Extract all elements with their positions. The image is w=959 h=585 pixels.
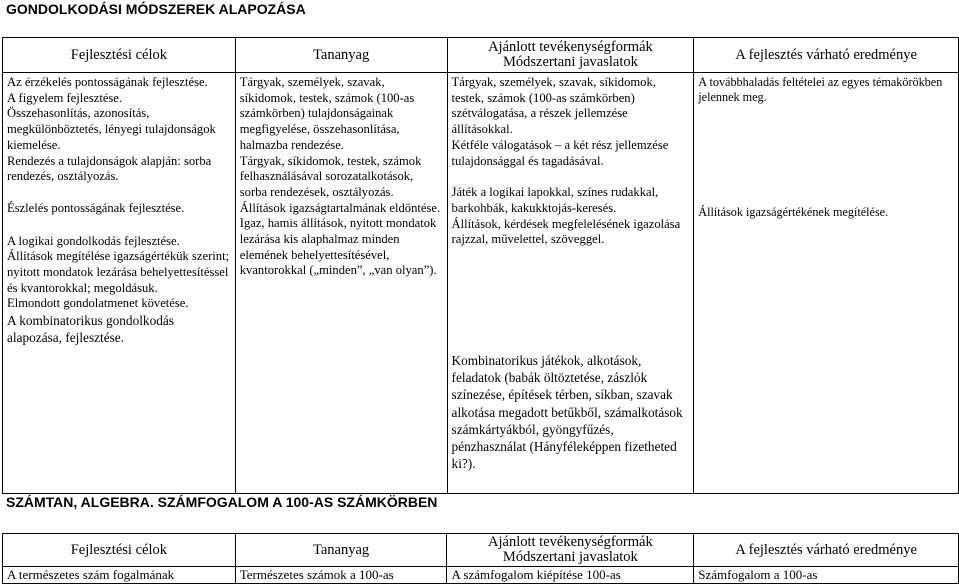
table-header-row	[3, 38, 959, 73]
header-activities-text: Ajánlott tevékenységformák Módszertani javaslatok	[488, 39, 653, 70]
result-item: A továbbhaladás feltételei az egyes témakörökben jelennek meg.	[698, 75, 943, 105]
curriculum-cell	[235, 73, 447, 494]
table-header-row	[3, 534, 959, 567]
goals-cell	[3, 73, 236, 494]
goals-cell: A természetes szám fogalmának	[3, 567, 236, 584]
goal-item: Az érzékelés pontosságának fejlesztése.	[7, 75, 208, 89]
number-concept-table	[2, 533, 959, 584]
goal-item: A kombinatorikus gondolkodás alapozása, fejlesztése.	[7, 313, 174, 346]
goal-item: A logikai gondolkodás fejlesztése.	[7, 233, 180, 248]
activity-item: Állítások, kérdések megfelelésének igazolása rajzzal, művelettel, szöveggel.	[451, 216, 681, 247]
header-curriculum: Tananyag	[235, 38, 447, 73]
activities-cell	[447, 73, 694, 494]
goals-table	[2, 37, 959, 494]
activity-item: Tárgyak, személyek, szavak, síkidomok, testek, számok (100-as számkörben) szétválogatása, a részek jellemzése állításokkal.	[451, 75, 656, 137]
results-cell	[694, 73, 959, 494]
results-cell: Számfogalom a 100-as	[694, 567, 959, 584]
goal-item: Összehasonlítás, azonosítás, megkülönböztetés, lényegi tulajdonságok kiemelése.	[7, 106, 216, 152]
document-title: GONDOLKODÁSI MÓDSZEREK ALAPOZÁSA	[6, 1, 306, 17]
header-expected-results: A fejlesztés várható eredménye	[694, 38, 959, 73]
header-activities-text: Ajánlott tevékenységformák Módszertani javaslatok	[488, 534, 653, 565]
goal-item: Észlelés pontosságának fejlesztése.	[7, 200, 185, 215]
result-item: Állítások igazságértékének megítélése.	[698, 205, 889, 220]
activity-item: Játék a logikai lapokkal, színes rudakkal, barkohbák, kakukktojás-keresés.	[451, 185, 659, 215]
goal-item: A figyelem fejlesztése.	[7, 90, 123, 105]
table-row	[3, 73, 959, 494]
section-title: SZÁMTAN, ALGEBRA. SZÁMFOGALOM A 100-AS SZÁMKÖRBEN	[6, 494, 438, 510]
header-curriculum: Tananyag	[235, 534, 447, 567]
goal-item: Rendezés a tulajdonságok alapján: sorba rendezés, osztályozás.	[7, 153, 212, 184]
goal-item: Elmondott gondolatmenet követése.	[7, 296, 189, 311]
curriculum-item: Állítások igazságtartalmának eldöntése.	[239, 200, 441, 215]
table-row	[3, 567, 959, 584]
activity-item: Kétféle válogatások – a két rész jellemzése tulajdonsággal és tagadásával.	[451, 137, 669, 168]
goal-item: Állítások megítélése igazságértékük szerint; nyitott mondatok lezárása behelyettesítéssel és kvantorokkal; megoldásuk.	[7, 249, 230, 295]
header-development-goals: Fejlesztési célok	[3, 38, 236, 73]
curriculum-cell: Természetes számok a 100-as	[235, 567, 447, 584]
activities-cell: A számfogalom kiépítése 100-as	[447, 567, 694, 584]
curriculum-item: Tárgyak, személyek, szavak, síkidomok, testek, számok (100-as számkörben) tulajdonságainak megfigyelése, összehasonlítása, halmazba rendezése.	[239, 75, 415, 152]
curriculum-item: Igaz, hamis állítások, nyitott mondatok lezárása kis alaphalmaz minden elemének behelyettesítésével, kvantorokkal („minden”, „van olyan”).	[239, 216, 437, 278]
header-expected-results: A fejlesztés várható eredménye	[694, 534, 959, 567]
header-activities	[447, 38, 694, 73]
activity-item: Kombinatorikus játékok, alkotások, feladatok (babák öltöztetése, zászlók színezése, építések térben, síkban, szavak alkotása megadott betűkből, számalkotások számkártyákból, gyöngyfűzés, pénzhasználat (Hányféleképpen fizetheted ki?).	[451, 353, 683, 472]
header-activities	[447, 534, 694, 567]
curriculum-item: Tárgyak, síkidomok, testek, számok felhasználásával sorozatalkotások, sorba rendezések, osztályozás.	[239, 153, 422, 199]
header-development-goals: Fejlesztési célok	[3, 534, 236, 567]
